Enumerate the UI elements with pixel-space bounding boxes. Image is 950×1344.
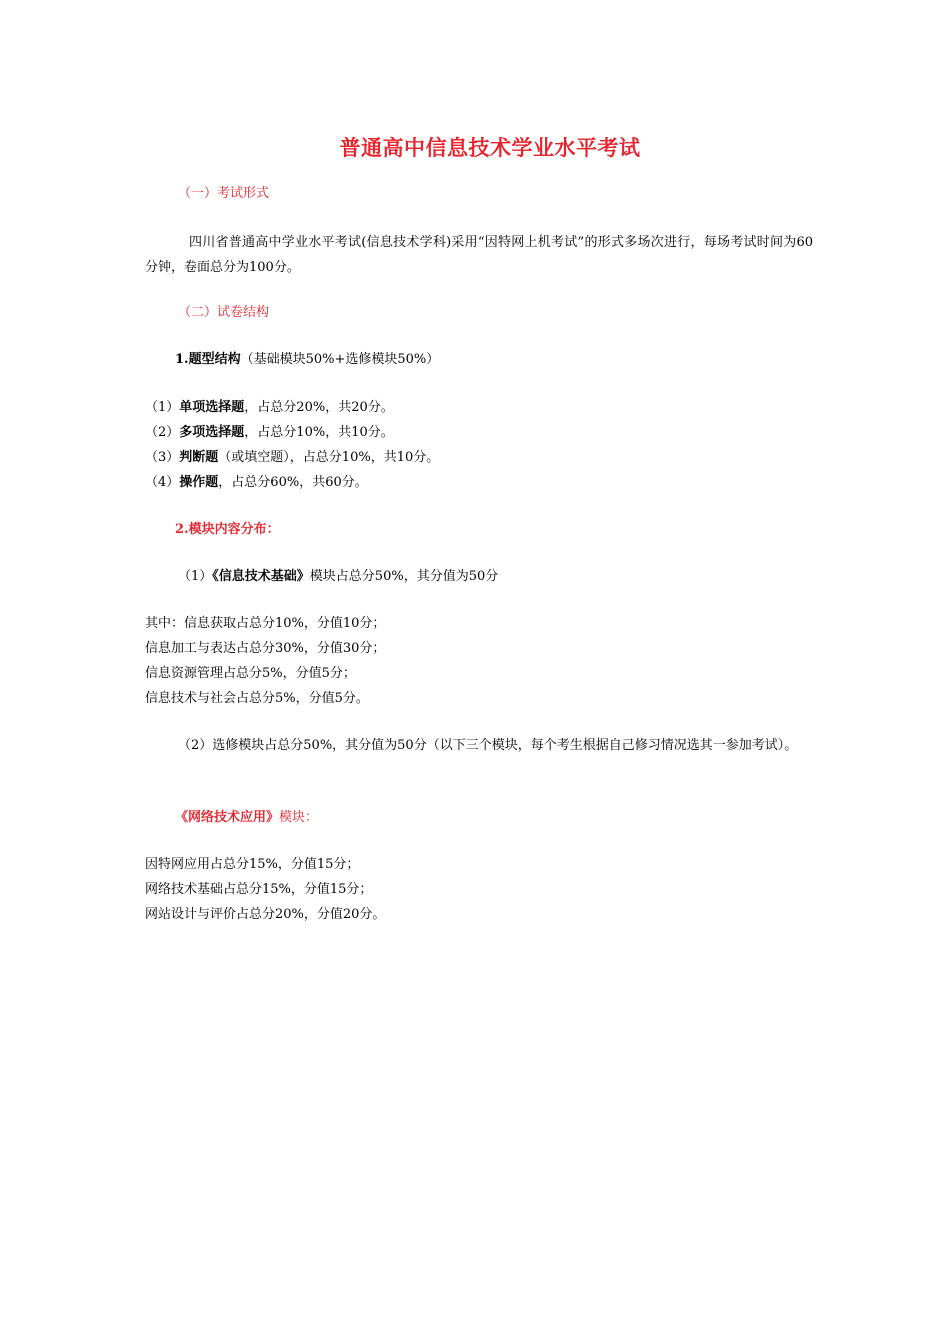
page-title: 普通高中信息技术学业水平考试 bbox=[339, 135, 641, 160]
network-item: 网络技术基础占总分15%，分值15分； bbox=[145, 882, 373, 897]
question-type-heading bbox=[175, 347, 439, 372]
module2-paragraph: （2）选修模块占总分50%，其分值为50分（以下三个模块，每个考生根据自己修习情况选其一参加考试）。 bbox=[178, 738, 798, 753]
section2-heading: （二）试卷结构 bbox=[178, 305, 270, 320]
module1-item: 信息技术与社会占总分5%，分值5分。 bbox=[145, 691, 369, 706]
item-desc: ，占总分20%，共20分。 bbox=[244, 400, 394, 415]
item-desc: ，占总分10%，共10分。 bbox=[244, 425, 394, 440]
question-type-label: 1.题型结构 bbox=[175, 352, 241, 367]
module1-prefix: （1） bbox=[178, 569, 213, 584]
item-desc: ，占总分60%，共60分。 bbox=[218, 475, 368, 490]
item-name: 单项选择题 bbox=[179, 400, 245, 415]
item-desc: （或填空题），占总分10%，共10分。 bbox=[218, 450, 440, 465]
item-name: 判断题 bbox=[179, 450, 219, 465]
item-prefix: （3） bbox=[145, 450, 180, 465]
question-type-note: （基础模块50%+选修模块50%） bbox=[240, 352, 440, 367]
question-type-item bbox=[145, 445, 439, 470]
network-item: 网站设计与评价占总分20%，分值20分。 bbox=[145, 907, 386, 922]
question-type-item bbox=[145, 395, 394, 420]
item-prefix: （1） bbox=[145, 400, 180, 415]
network-module-heading bbox=[175, 805, 318, 830]
network-module-suffix: 模块： bbox=[279, 810, 319, 825]
module1-item: 信息加工与表达占总分30%，分值30分； bbox=[145, 641, 386, 656]
item-name: 操作题 bbox=[179, 475, 219, 490]
question-type-item bbox=[145, 470, 368, 495]
item-name: 多项选择题 bbox=[179, 425, 245, 440]
module1-name: 《信息技术基础》 bbox=[212, 569, 310, 584]
item-prefix: （2） bbox=[145, 425, 180, 440]
section1-paragraph: 四川省普通高中学业水平考试(信息技术学科)采用“因特网上机考试”的形式多场次进行，每场考试时间为60分钟，卷面总分为100分。 bbox=[145, 235, 813, 275]
network-item: 因特网应用占总分15%，分值15分； bbox=[145, 857, 360, 872]
module-distribution-heading: 2.模块内容分布： bbox=[175, 522, 280, 537]
module1-item: 信息资源管理占总分5%，分值5分； bbox=[145, 666, 356, 681]
item-prefix: （4） bbox=[145, 475, 180, 490]
module1-line bbox=[178, 564, 498, 589]
section1-heading: （一）考试形式 bbox=[178, 186, 270, 201]
network-module-name: 《网络技术应用》 bbox=[175, 810, 280, 825]
module1-desc: 模块占总分50%，其分值为50分 bbox=[309, 569, 499, 584]
question-type-item bbox=[145, 420, 394, 445]
module1-item: 其中：信息获取占总分10%，分值10分； bbox=[145, 616, 386, 631]
